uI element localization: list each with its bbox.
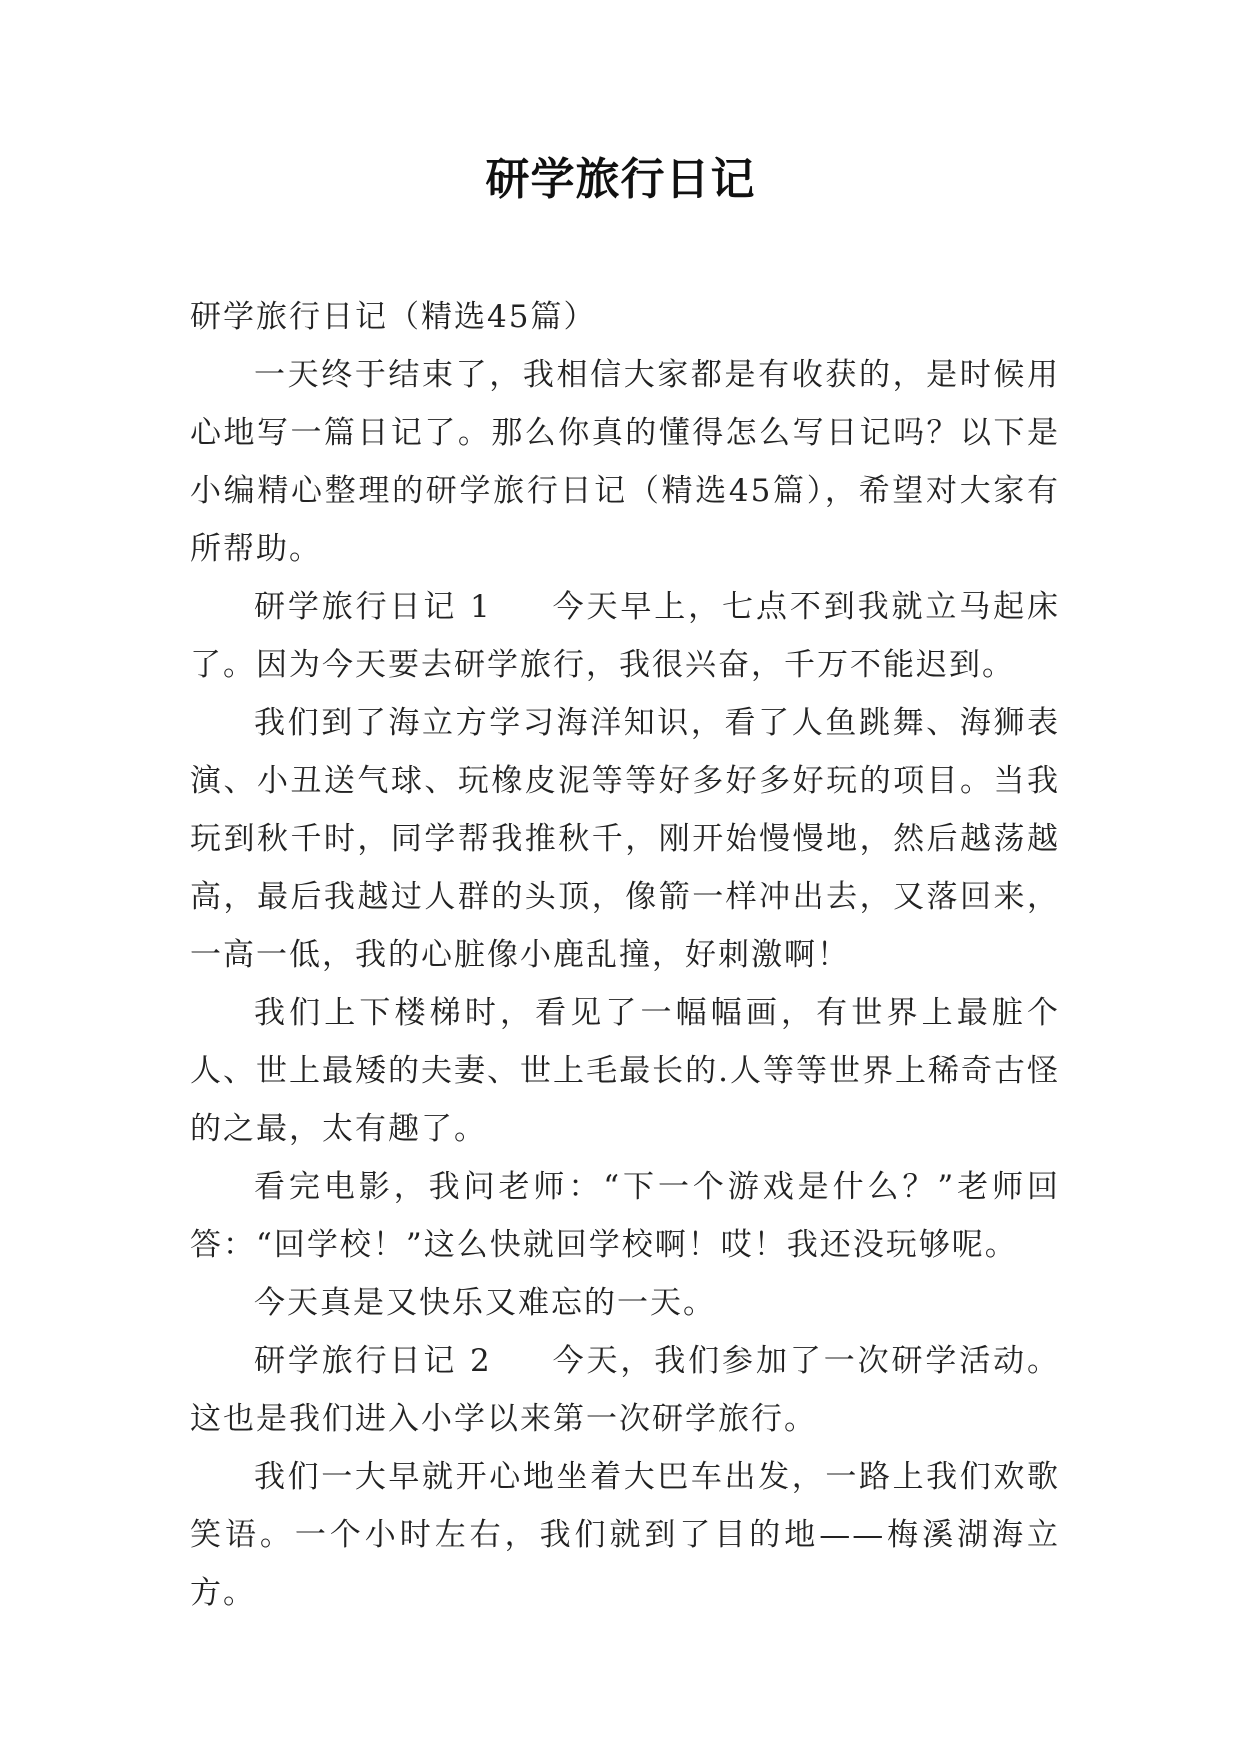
intro-paragraph: 一天终于结束了，我相信大家都是有收获的，是时候用心地写一篇日记了。那么你真的懂得怎么写日记吗？以下是小编精心整理的研学旅行日记（精选45篇），希望对大家有所帮助。	[190, 357, 1060, 567]
diary-entry-1-heading: 研学旅行日记 1	[254, 589, 492, 625]
diary-entry-1-paragraph	[190, 578, 1060, 694]
paragraph-aquarium: 我们到了海立方学习海洋知识，看了人鱼跳舞、海狮表演、小丑送气球、玩橡皮泥等等好多好多好玩的项目。当我玩到秋千时，同学帮我推秋千，刚开始慢慢地，然后越荡越高，最后我越过人群的头顶，像箭一样冲出去，又落回来，一高一低，我的心脏像小鹿乱撞，好刺激啊！	[190, 705, 1060, 973]
document-subtitle: 研学旅行日记（精选45篇）	[190, 299, 597, 335]
paragraph-summary: 今天真是又快乐又难忘的一天。	[254, 1285, 716, 1321]
diary-entry-2-text: 今天，我们参加了一次研学活动。这也是我们进入小学以来第一次研学旅行。	[190, 1343, 1061, 1437]
document-title: 研学旅行日记	[485, 154, 756, 205]
diary-entry-2-heading: 研学旅行日记 2	[254, 1343, 492, 1379]
document-body	[190, 288, 1060, 1622]
paragraph-movie: 看完电影，我问老师：“下一个游戏是什么？”老师回答：“回学校！”这么快就回学校啊！哎！我还没玩够呢。	[190, 1169, 1060, 1263]
diary-entry-1-text: 今天早上，七点不到我就立马起床了。因为今天要去研学旅行，我很兴奋，千万不能迟到。	[190, 589, 1061, 683]
paragraph-stairs: 我们上下楼梯时，看见了一幅幅画，有世界上最脏个人、世上最矮的夫妻、世上毛最长的.人等等世界上稀奇古怪的之最，太有趣了。	[190, 995, 1060, 1147]
diary-entry-2-paragraph	[190, 1332, 1060, 1448]
paragraph-departure: 我们一大早就开心地坐着大巴车出发，一路上我们欢歌笑语。一个小时左右，我们就到了目的地——梅溪湖海立方。	[190, 1459, 1060, 1611]
